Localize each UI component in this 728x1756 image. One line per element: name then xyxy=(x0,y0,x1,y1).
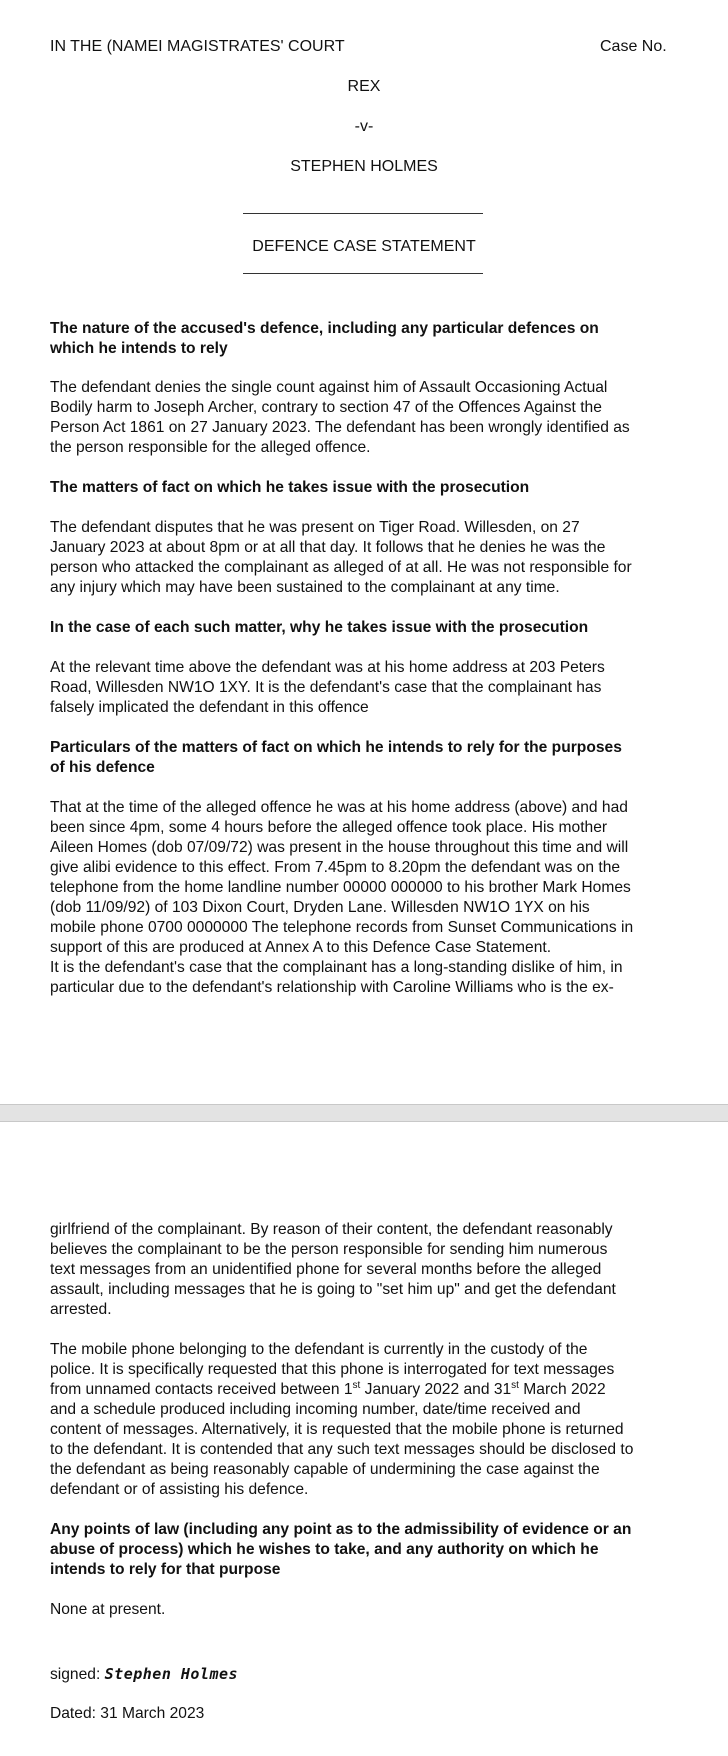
matters-heading: The matters of fact on which he takes issue with the prosecution xyxy=(50,479,530,496)
dated-text: Dated: 31 March 2023 xyxy=(50,1705,205,1722)
body-line: mobile phone 0700 0000000 The telephone records from Sunset Communications in xyxy=(50,919,634,936)
court-name: IN THE (NAMEI MAGISTRATES' COURT xyxy=(50,38,345,55)
title-rule-bottom xyxy=(243,273,483,274)
law-body xyxy=(50,1600,680,1620)
document-title: DEFENCE CASE STATEMENT xyxy=(252,238,476,255)
body-line: police. It is specifically requested that this phone is interrogated for text messages xyxy=(50,1361,615,1378)
law-heading-line: abuse of process) which he wishes to take, and any authority on which he xyxy=(50,1541,599,1558)
body-line: It is the defendant's case that the complainant has a long-standing dislike of him, in xyxy=(50,959,623,976)
body-line: Person Act 1861 on 27 January 2023. The defendant has been wrongly identified as xyxy=(50,419,630,436)
body-line: telephone from the home landline number 00000 000000 to his brother Mark Homes xyxy=(50,879,631,896)
particulars-heading-line: of his defence xyxy=(50,759,155,776)
law-heading-line: intends to rely for that purpose xyxy=(50,1561,281,1578)
body-line: content of messages. Alternatively, it is requested that the mobile phone is returned xyxy=(50,1421,624,1438)
body-line: At the relevant time above the defendant was at his home address at 203 Peters xyxy=(50,659,605,676)
why-body xyxy=(50,658,680,718)
case-number-label: Case No. xyxy=(600,38,667,55)
why-heading: In the case of each such matter, why he takes issue with the prosecution xyxy=(50,619,589,636)
section-particulars xyxy=(50,738,680,778)
body-line: the defendant as being reasonably capable of undermining the case against the xyxy=(50,1461,600,1478)
prosecution-party: REX xyxy=(347,78,381,95)
body-line: The defendant denies the single count against him of Assault Occasioning Actual xyxy=(50,379,608,396)
phone-paragraph xyxy=(50,1340,680,1500)
body-line: person who attacked the complainant as alleged of at all. He was not responsible for xyxy=(50,559,632,576)
versus-label: -v- xyxy=(354,118,374,135)
body-line: assault, including messages that he is going to "set him up" and get the defendant xyxy=(50,1281,616,1298)
particulars-heading-line: Particulars of the matters of fact on which he intends to rely for the purposes xyxy=(50,739,622,756)
body-line: The defendant disputes that he was present on Tiger Road. Willesden, on 27 xyxy=(50,519,580,536)
body-line: That at the time of the alleged offence he was at his home address (above) and had xyxy=(50,799,628,816)
body-line: the person responsible for the alleged offence. xyxy=(50,439,371,456)
body-line: any injury which may have been sustained to the complainant at any time. xyxy=(50,579,560,596)
body-line: text messages from an unidentified phone for several months before the alleged xyxy=(50,1261,602,1278)
body-line: Bodily harm to Joseph Archer, contrary to section 47 of the Offences Against the xyxy=(50,399,602,416)
section-nature xyxy=(50,319,680,359)
body-line: give alibi evidence to this effect. From 7.45pm to 8.20pm the defendant was on the xyxy=(50,859,621,876)
body-line: to the defendant. It is contended that any such text messages should be disclosed to xyxy=(50,1441,634,1458)
law-heading-line: Any points of law (including any point as to the admissibility of evidence or an xyxy=(50,1521,632,1538)
nature-heading-line: The nature of the accused's defence, including any particular defences on xyxy=(50,320,599,337)
signed-label: signed: xyxy=(50,1666,101,1683)
title-rule-top xyxy=(243,213,483,214)
section-matters xyxy=(50,478,680,498)
body-line: falsely implicated the defendant in this offence xyxy=(50,699,369,716)
body-line: and a schedule produced including incoming number, date/time received and xyxy=(50,1401,581,1418)
matters-body xyxy=(50,518,680,598)
nature-body xyxy=(50,378,680,458)
text-fragment: January 2022 and 31 xyxy=(360,1381,512,1398)
body-line: been since 4pm, some 4 hours before the alleged offence took place. His mother xyxy=(50,819,608,836)
body-line: The mobile phone belonging to the defendant is currently in the custody of the xyxy=(50,1341,588,1358)
section-law xyxy=(50,1520,680,1580)
body-line: girlfriend of the complainant. By reason of their content, the defendant reasonably xyxy=(50,1221,613,1238)
date-line xyxy=(50,1704,680,1724)
body-line: (dob 11/09/92) of 103 Dixon Court, Dryden Lane. Willesden NW1O 1YX on his xyxy=(50,899,590,916)
body-line: None at present. xyxy=(50,1601,166,1618)
signature: Stephen Holmes xyxy=(104,1665,239,1683)
text-fragment: March 2022 xyxy=(518,1381,606,1398)
ordinal-suffix: st xyxy=(352,1380,361,1391)
body-line: Road, Willesden NW1O 1XY. It is the defendant's case that the complainant has xyxy=(50,679,602,696)
nature-heading-line: which he intends to rely xyxy=(50,340,228,357)
body-line: arrested. xyxy=(50,1301,112,1318)
body-line: believes the complainant to be the person responsible for sending him numerous xyxy=(50,1241,608,1258)
particulars-body xyxy=(50,798,680,998)
body-line: particular due to the defendant's relationship with Caroline Williams who is the ex- xyxy=(50,979,614,996)
text-fragment: from unnamed contacts received between 1 xyxy=(50,1381,353,1398)
section-why xyxy=(50,618,680,638)
body-line: Aileen Homes (dob 07/09/72) was present in the house throughout this time and will xyxy=(50,839,629,856)
body-line-with-dates xyxy=(50,1380,680,1400)
body-line: January 2023 at about 8pm or at all that day. It follows that he denies he was the xyxy=(50,539,606,556)
body-line: support of this are produced at Annex A to this Defence Case Statement. xyxy=(50,939,552,956)
signature-line xyxy=(50,1664,680,1685)
particulars-continued xyxy=(50,1220,680,1320)
page-break-separator xyxy=(0,1104,728,1122)
defendant-name: STEPHEN HOLMES xyxy=(290,158,438,175)
body-line: defendant or of assisting his defence. xyxy=(50,1481,309,1498)
ordinal-suffix: st xyxy=(511,1380,519,1391)
document-page-2 xyxy=(0,1122,728,1756)
